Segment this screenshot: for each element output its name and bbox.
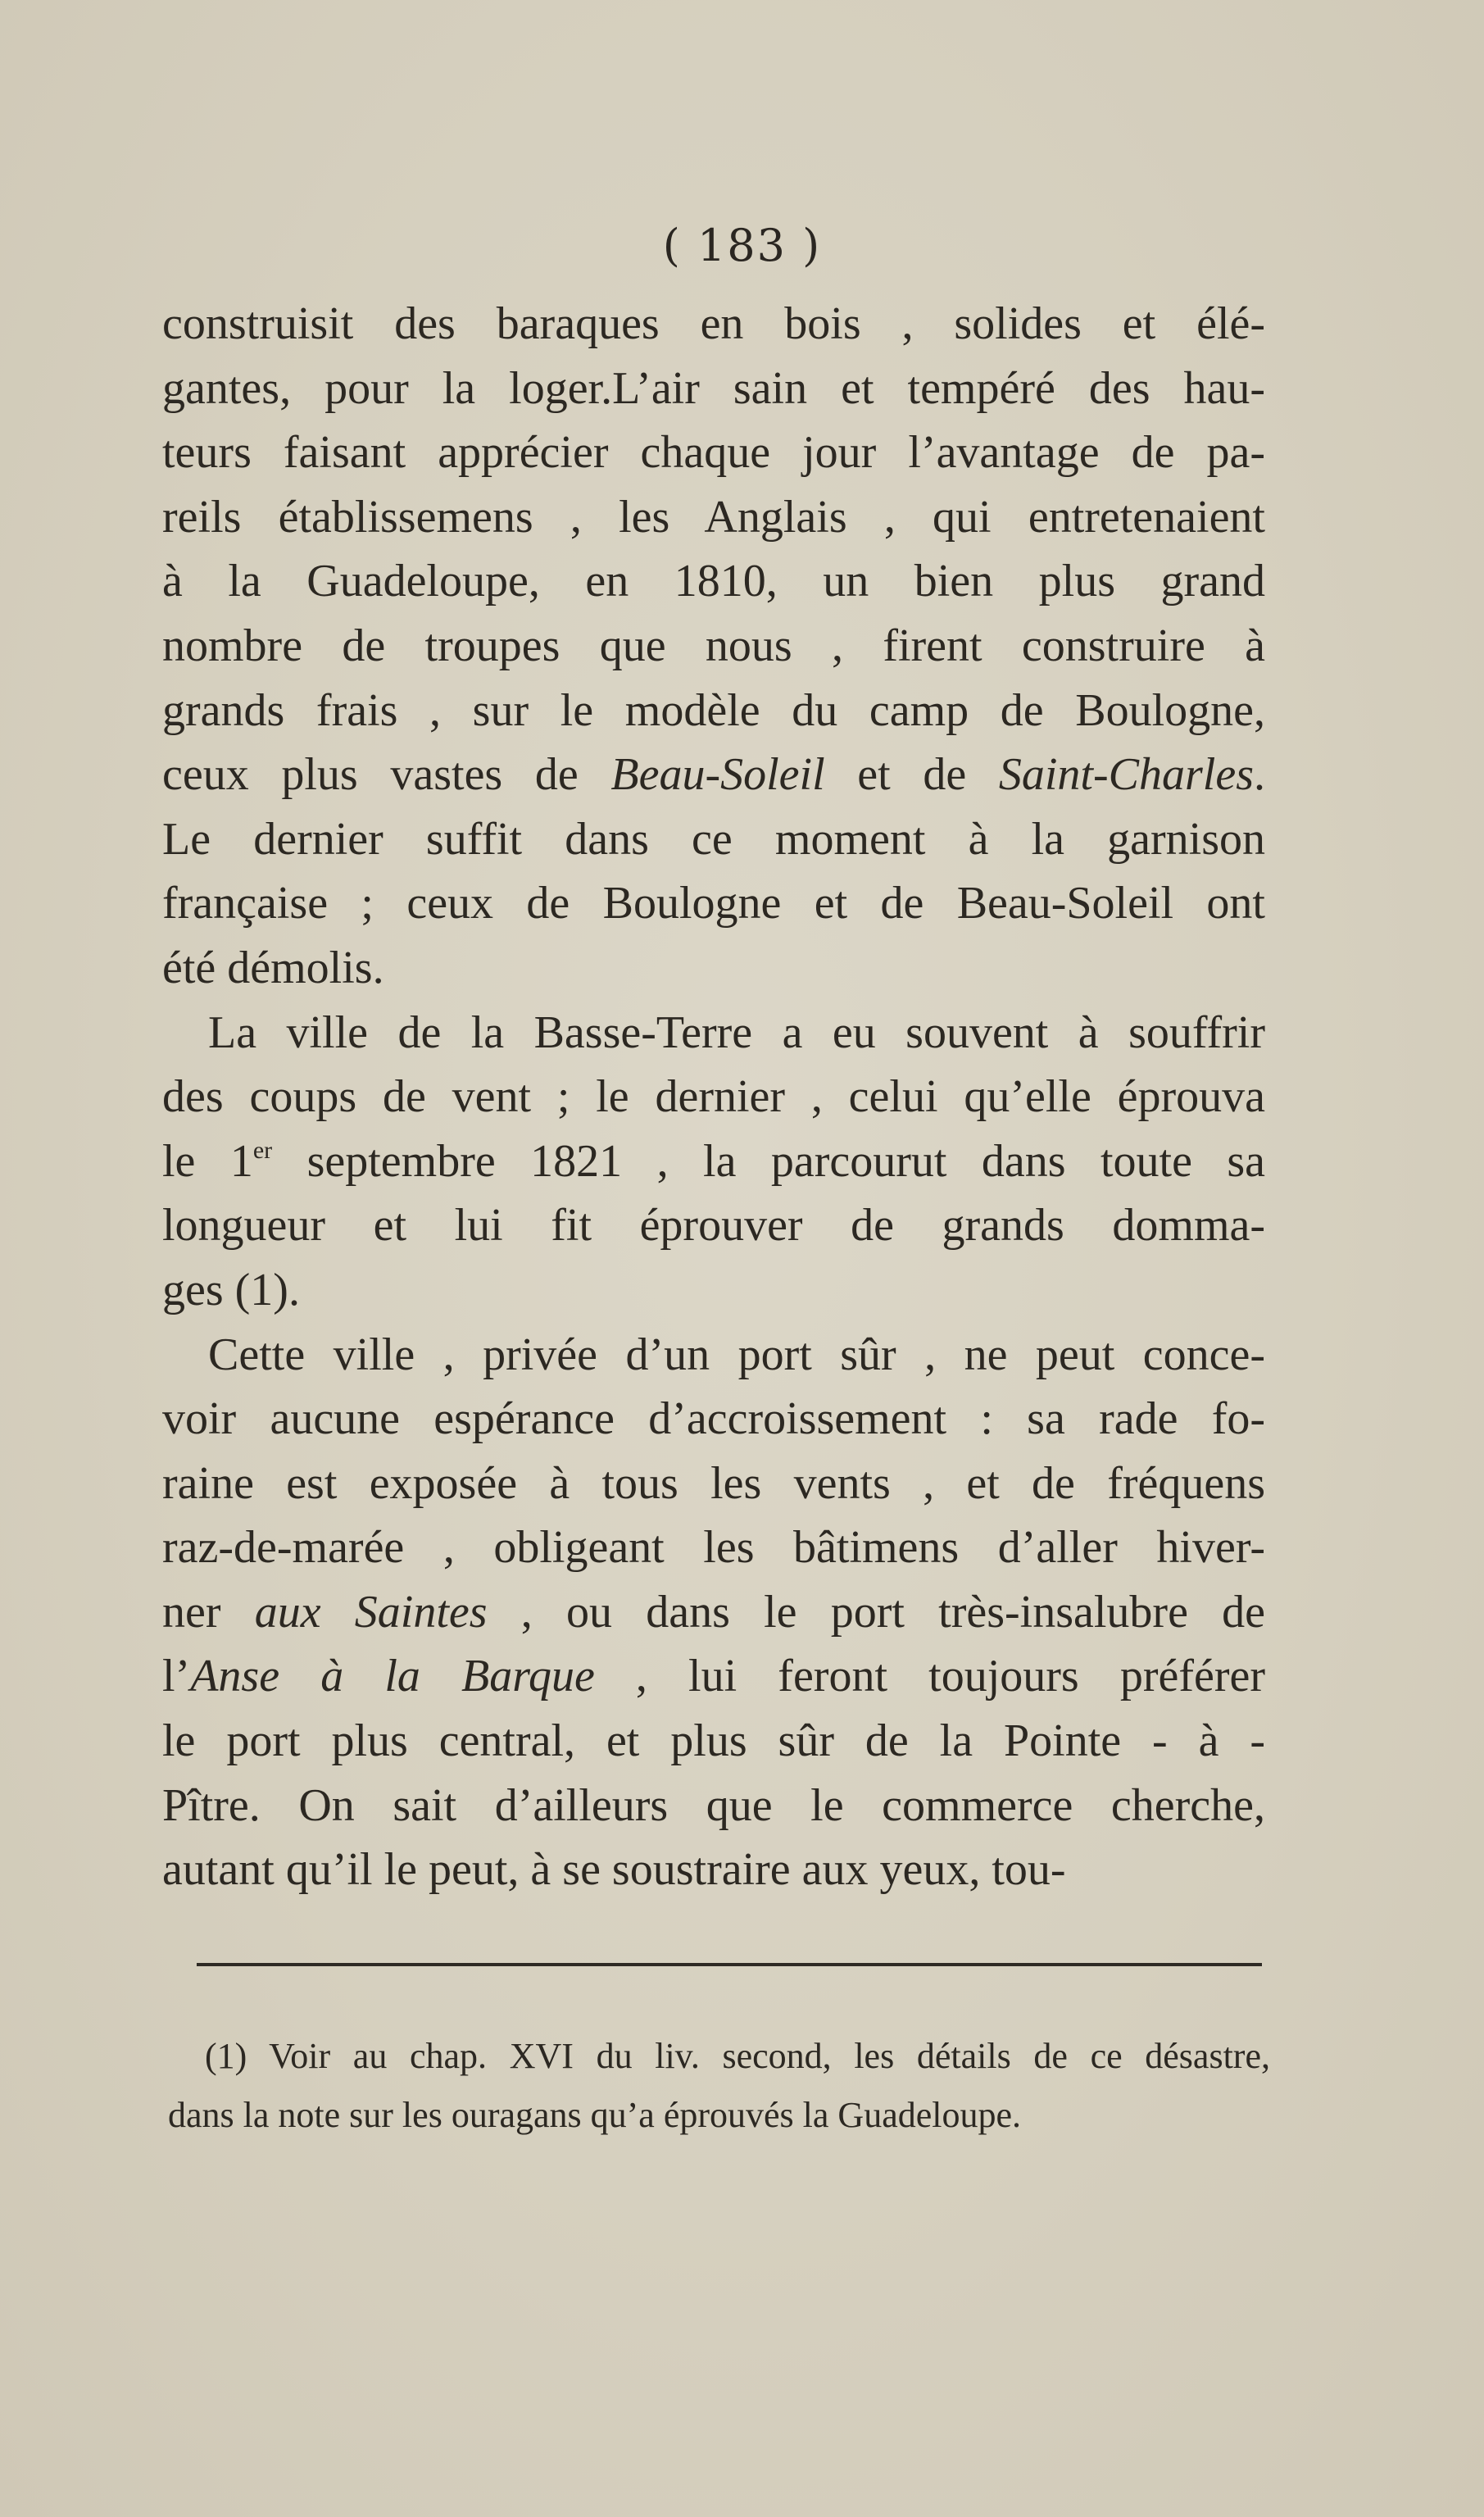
text-segment: , lui feront toujours préférer — [594, 1651, 1265, 1702]
text-segment: teurs faisant apprécier chaque jour l’avantage de pa- — [162, 427, 1265, 479]
text-line — [162, 292, 1265, 357]
body-text — [162, 292, 1265, 1902]
text-line — [162, 679, 1265, 743]
text-segment: reils établissemens , les Anglais , qui entretenaient — [162, 491, 1265, 543]
text-segment: Le dernier suffit dans ce moment à la garnison — [162, 813, 1265, 865]
text-line — [162, 936, 1265, 1001]
text-segment: Pître. On sait d’ailleurs que le commerce cherche, — [162, 1779, 1265, 1831]
footnote — [168, 2027, 1270, 2145]
text-segment: longueur et lui fit éprouver de grands domma- — [162, 1200, 1265, 1252]
text-segment: et de — [824, 749, 999, 801]
text-segment: voir aucune espérance d’accroissement : sa rade fo- — [162, 1393, 1265, 1445]
text-line — [162, 1838, 1265, 1902]
text-line — [162, 549, 1265, 614]
text-line — [162, 420, 1265, 485]
text-segment: . — [1254, 749, 1265, 801]
text-line — [162, 1580, 1265, 1645]
text-segment: française ; ceux de Boulogne et de Beau-Soleil ont — [162, 878, 1265, 929]
text-segment: La ville de la Basse-Terre a eu souvent à souffrir — [208, 1006, 1265, 1058]
text-line — [162, 1452, 1265, 1516]
text-line — [162, 1258, 1265, 1323]
text-segment: gantes, pour la loger.L’air sain et tempéré des hau- — [162, 362, 1265, 414]
text-segment: le 1 — [162, 1135, 253, 1187]
footnote-line-2: dans la note sur les ouragans qu’a éprouvés la Guadeloupe. — [168, 2095, 1022, 2135]
text-line — [162, 1387, 1265, 1452]
superscript: er — [252, 1136, 273, 1164]
text-line — [162, 1709, 1265, 1774]
text-line — [162, 871, 1265, 936]
text-line — [162, 807, 1265, 872]
text-line — [162, 1774, 1265, 1838]
text-segment: septembre 1821 , la parcourut dans toute sa — [272, 1135, 1266, 1187]
text-segment: autant qu’il le peut, à se soustraire aux yeux, tou- — [162, 1844, 1066, 1896]
text-line — [162, 743, 1265, 807]
text-segment: été démolis. — [162, 942, 384, 993]
text-segment: à la Guadeloupe, en 1810, un bien plus grand — [162, 556, 1265, 607]
text-line — [162, 614, 1265, 679]
italic-text: aux Saintes — [254, 1586, 488, 1638]
text-segment: raine est exposée à tous les vents , et de fréquens — [162, 1457, 1265, 1509]
text-segment: l’ — [162, 1651, 191, 1702]
text-segment: construisit des baraques en bois , solides et élé- — [162, 298, 1265, 349]
text-segment: Cette ville , privée d’un port sûr , ne peut conce- — [208, 1329, 1265, 1380]
footnote-rule — [197, 1963, 1262, 1966]
text-segment: ner — [162, 1586, 255, 1638]
text-segment: , ou dans le port très-insalubre de — [487, 1586, 1265, 1638]
text-segment: des coups de vent ; le dernier , celui qu’elle éprouva — [162, 1071, 1265, 1123]
footnote-line-1: (1) Voir au chap. XVI du liv. second, les détails de ce désastre, — [205, 2036, 1270, 2076]
text-line — [162, 1515, 1265, 1580]
text-line — [162, 1323, 1265, 1388]
text-line — [162, 357, 1265, 421]
text-line — [162, 1129, 1265, 1194]
text-segment: ges (1). — [162, 1264, 300, 1315]
italic-text: Saint-Charles — [998, 749, 1254, 801]
page-number: ( 183 ) — [662, 220, 822, 271]
text-segment: nombre de troupes que nous , firent construire à — [162, 620, 1265, 671]
italic-text: Anse à la Barque — [190, 1651, 595, 1702]
text-line — [162, 1065, 1265, 1129]
text-segment: raz-de-marée , obligeant les bâtimens d’aller hiver- — [162, 1522, 1265, 1574]
text-line — [162, 1644, 1265, 1709]
text-segment: grands frais , sur le modèle du camp de Boulogne, — [162, 684, 1265, 736]
italic-text: Beau-Soleil — [610, 749, 825, 801]
text-line — [162, 485, 1265, 550]
text-line — [162, 1001, 1265, 1065]
text-line — [162, 1193, 1265, 1258]
text-segment: le port plus central, et plus sûr de la Pointe - à - — [162, 1715, 1265, 1767]
text-segment: ceux plus vastes de — [162, 749, 611, 801]
